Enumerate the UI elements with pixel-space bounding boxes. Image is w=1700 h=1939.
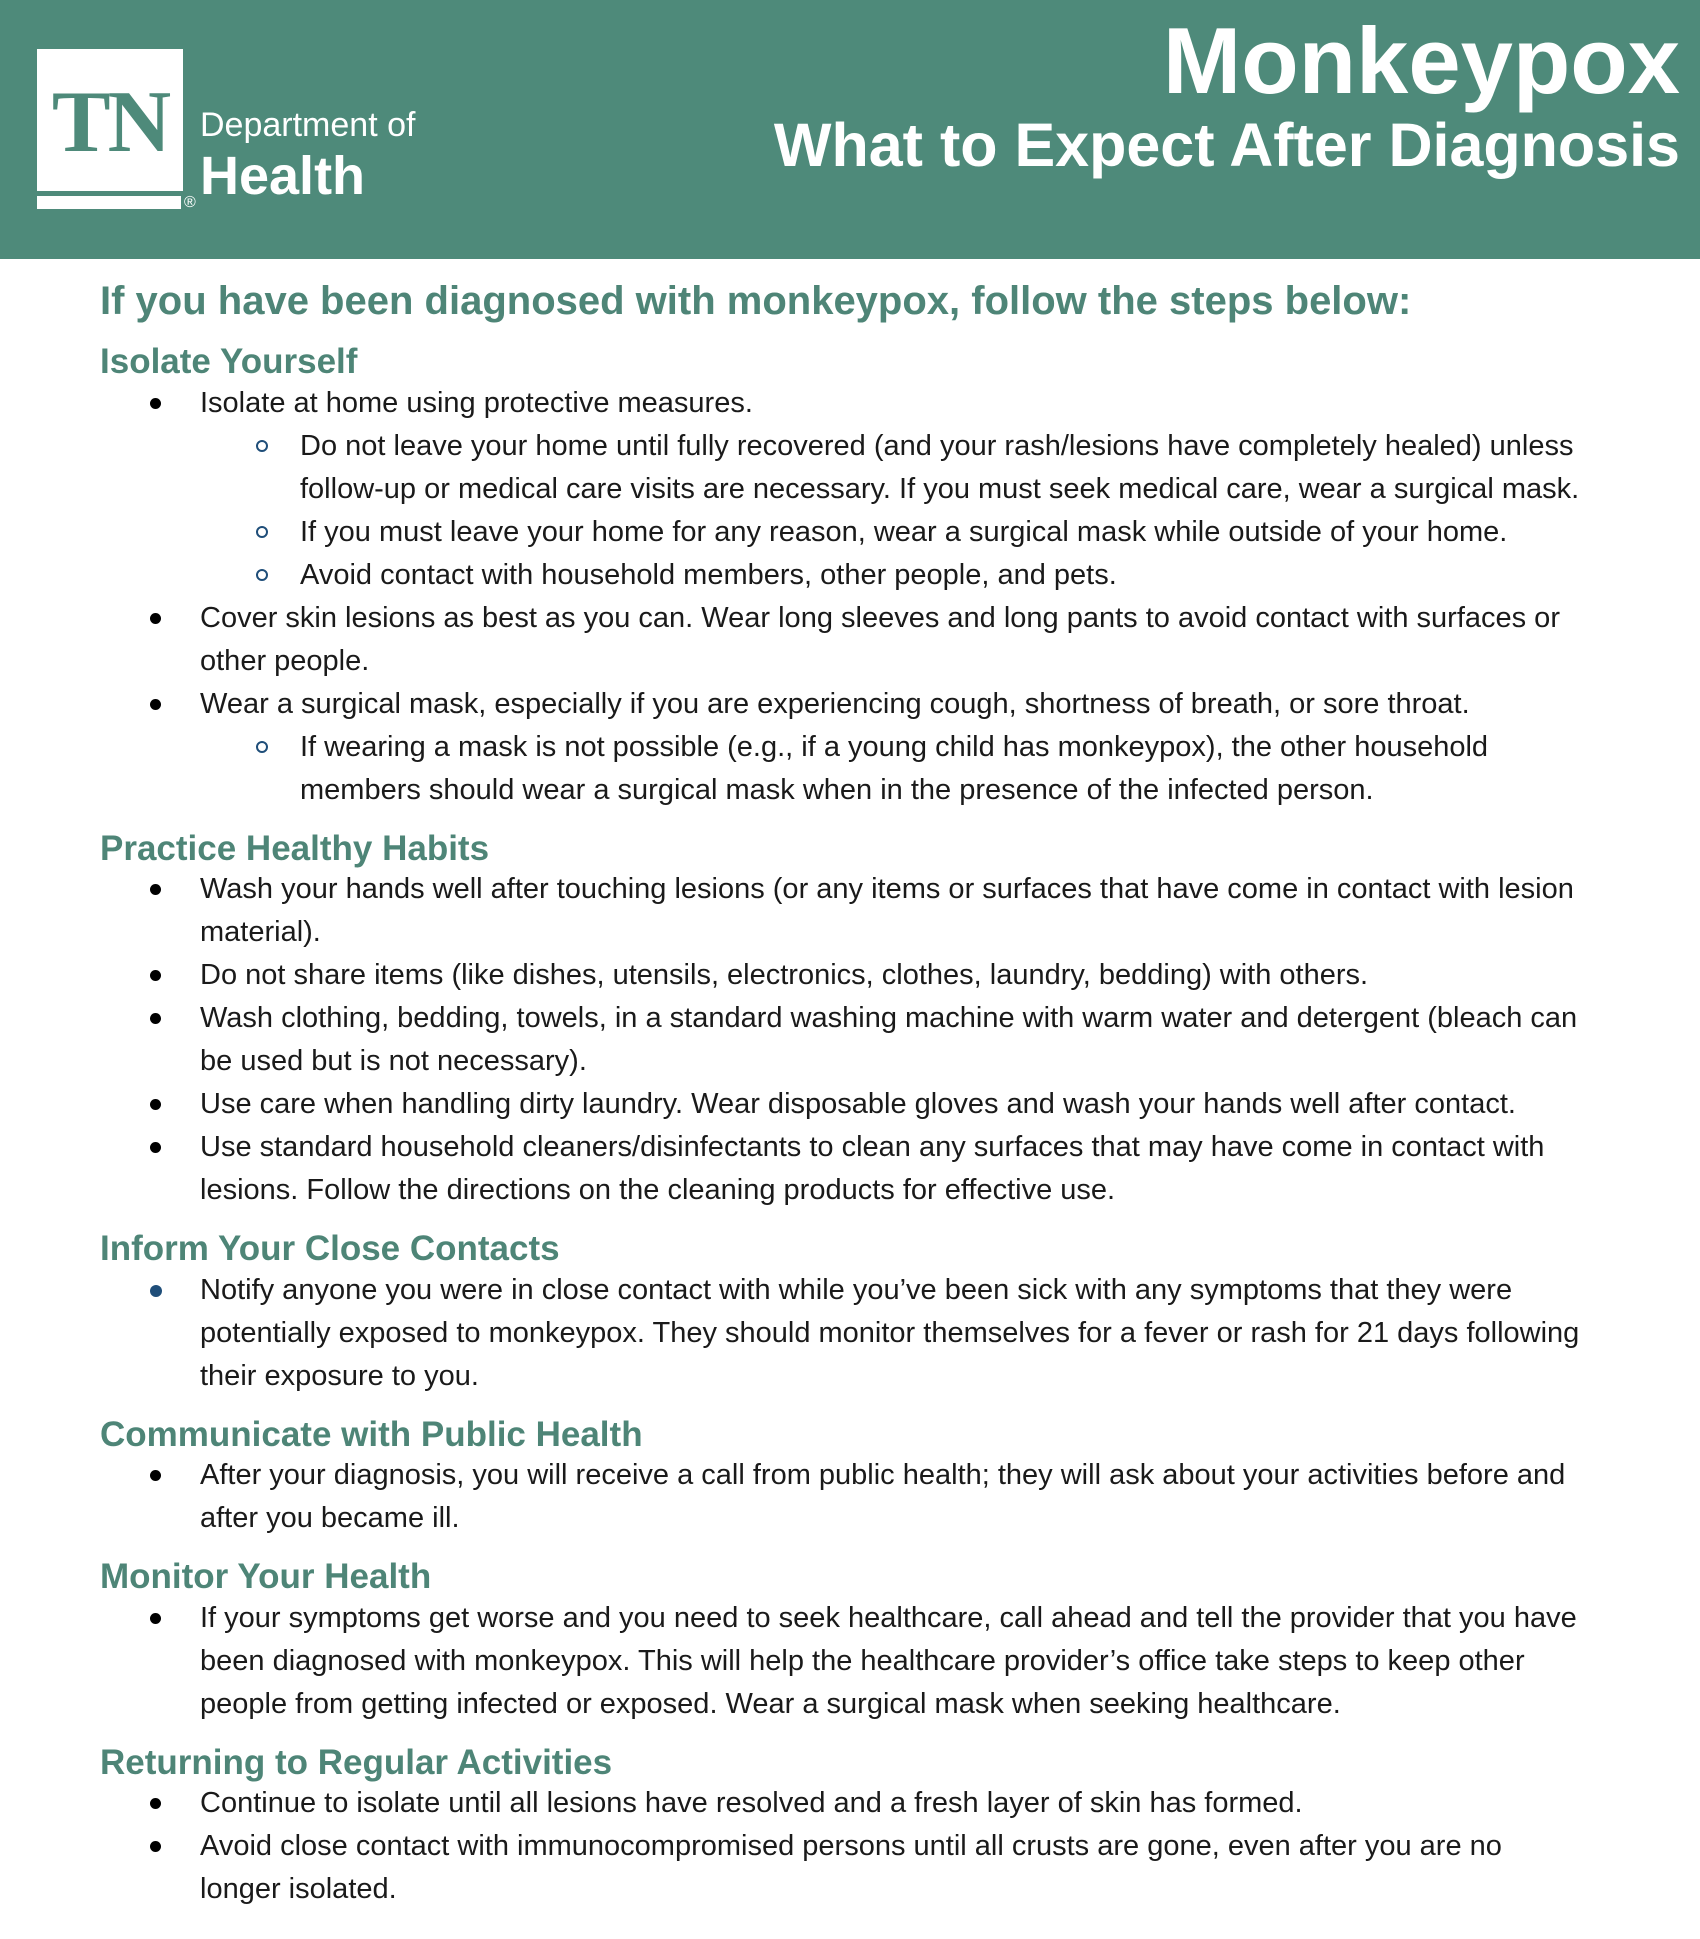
- list-item: [100, 597, 1590, 683]
- intro-heading: If you have been diagnosed with monkeypox, follow the steps below:: [100, 279, 1412, 323]
- section-heading: Returning to Regular Activities: [100, 1742, 613, 1782]
- list-item-text: Use standard household cleaners/disinfectants to clean any surfaces that may have come in contact with lesions. Follow the directions on the cleaning products for effective use.: [200, 1131, 1545, 1206]
- header-banner: [0, 0, 1700, 259]
- list-item-text: Notify anyone you were in close contact with while you’ve been sick with any symptoms that they were potentially exposed to monkeypox. They should monitor themselves for a fever or rash for 21 days following their exposure to you.: [200, 1273, 1580, 1392]
- list-item-text: Cover skin lesions as best as you can. Wear long sleeves and long pants to avoid contact with surfaces or other people.: [200, 601, 1560, 677]
- page-subtitle: What to Expect After Diagnosis: [773, 111, 1680, 180]
- page-title: Monkeypox: [1162, 8, 1680, 113]
- list-item-text: Do not leave your home until fully recovered (and your rash/lesions have completely healed) unless follow-up or medical care visits are necessary. If you must seek medical care, wear a surgical mask.: [300, 429, 1580, 505]
- list-item: [100, 868, 1590, 954]
- registered-trademark-symbol: ®: [184, 194, 196, 211]
- section-practice-healthy-habits: [100, 830, 1590, 1213]
- list-item-text: Isolate at home using protective measures.: [200, 386, 753, 419]
- bullet-disc-icon: [150, 1013, 161, 1024]
- section-heading: Communicate with Public Health: [100, 1414, 643, 1454]
- bullet-disc-icon: [150, 884, 161, 895]
- bullet-disc-icon: [150, 1841, 161, 1852]
- bullet-disc-icon: [150, 1798, 161, 1809]
- list-item-text: Use care when handling dirty laundry. Wear disposable gloves and wash your hands well after contact.: [200, 1088, 1516, 1120]
- department-of-label: Department of: [200, 106, 416, 144]
- list-item: [100, 382, 1590, 425]
- bullet-circle-icon: [256, 569, 268, 581]
- section-heading: Inform Your Close Contacts: [100, 1229, 560, 1268]
- list-item-text: Continue to isolate until all lesions have resolved and a fresh layer of skin has formed.: [200, 1787, 1303, 1819]
- tn-monogram: TN: [51, 74, 169, 171]
- list-item: [100, 1825, 1590, 1911]
- section-returning-to-regular-activities: [100, 1744, 1590, 1912]
- bullet-disc-icon: [150, 613, 161, 624]
- document-body: [0, 259, 1700, 1911]
- list-item: [100, 1083, 1590, 1126]
- list-item: [100, 511, 1590, 554]
- list-item-text: After your diagnosis, you will receive a call from public health; they will ask about your activities before and after you became ill.: [200, 1459, 1566, 1534]
- title-block: [774, 8, 1680, 179]
- bullet-disc-icon: [150, 1613, 161, 1624]
- list-item-text: Wear a surgical mask, especially if you are experiencing cough, shortness of breath, or sore throat.: [200, 687, 1470, 720]
- list-item-text: If you must leave your home for any reason, wear a surgical mask while outside of your home.: [300, 515, 1508, 548]
- bullet-circle-icon: [256, 526, 268, 538]
- bullet-circle-icon: [256, 440, 268, 452]
- tn-logo-underline: [37, 196, 181, 209]
- list-item: [100, 1782, 1590, 1825]
- section-heading: Isolate Yourself: [100, 342, 358, 381]
- list-item: [100, 1269, 1590, 1398]
- list-item-text: Avoid contact with household members, other people, and pets.: [300, 558, 1117, 591]
- section-heading: Practice Healthy Habits: [100, 828, 490, 868]
- list-item-text: Avoid close contact with immunocompromised persons until all crusts are gone, even after you are no longer isolated.: [200, 1830, 1502, 1905]
- section-inform-your-close-contacts: [100, 1230, 1590, 1398]
- bullet-disc-icon: [150, 1099, 161, 1110]
- section-monitor-your-health: [100, 1558, 1590, 1726]
- list-item-text: If your symptoms get worse and you need to seek healthcare, call ahead and tell the provider that you have been diagnosed with monkeypox. This will help the healthcare provider’s office take steps to keep other people from getting infected or exposed. Wear a surgical mask when seeking healthcare.: [200, 1601, 1577, 1720]
- section-communicate-with-public-health: [100, 1416, 1590, 1541]
- list-item: [100, 1454, 1590, 1540]
- list-item: [100, 1597, 1590, 1726]
- bullet-disc-icon: [150, 1142, 161, 1153]
- bullet-disc-icon: [150, 398, 161, 409]
- health-label: Health: [200, 146, 366, 207]
- tn-logo-box: [37, 49, 183, 191]
- list-item-text: If wearing a mask is not possible (e.g., if a young child has monkeypox), the other household members should wear a surgical mask when in the presence of the infected person.: [300, 730, 1489, 806]
- bullet-disc-icon: [150, 1285, 162, 1297]
- list-item-text: Wash your hands well after touching lesions (or any items or surfaces that have come in contact with lesion material).: [200, 873, 1574, 948]
- department-wordmark: [200, 106, 415, 205]
- bullet-circle-icon: [256, 741, 268, 753]
- section-heading: Monitor Your Health: [100, 1557, 432, 1596]
- list-item: [100, 997, 1590, 1083]
- list-item: [100, 726, 1590, 812]
- bullet-disc-icon: [150, 970, 161, 981]
- list-item: [100, 683, 1590, 726]
- bullet-disc-icon: [150, 1470, 161, 1481]
- list-item-text: Do not share items (like dishes, utensils, electronics, clothes, laundry, bedding) with others.: [200, 959, 1369, 991]
- sections-container: [100, 343, 1590, 1911]
- section-isolate-yourself: [100, 343, 1590, 812]
- list-item-text: Wash clothing, bedding, towels, in a standard washing machine with warm water and detergent (bleach can be used but is not necessary).: [200, 1002, 1578, 1077]
- list-item: [100, 954, 1590, 997]
- bullet-disc-icon: [150, 699, 161, 710]
- list-item: [100, 1126, 1590, 1212]
- list-item: [100, 425, 1590, 511]
- list-item: [100, 554, 1590, 597]
